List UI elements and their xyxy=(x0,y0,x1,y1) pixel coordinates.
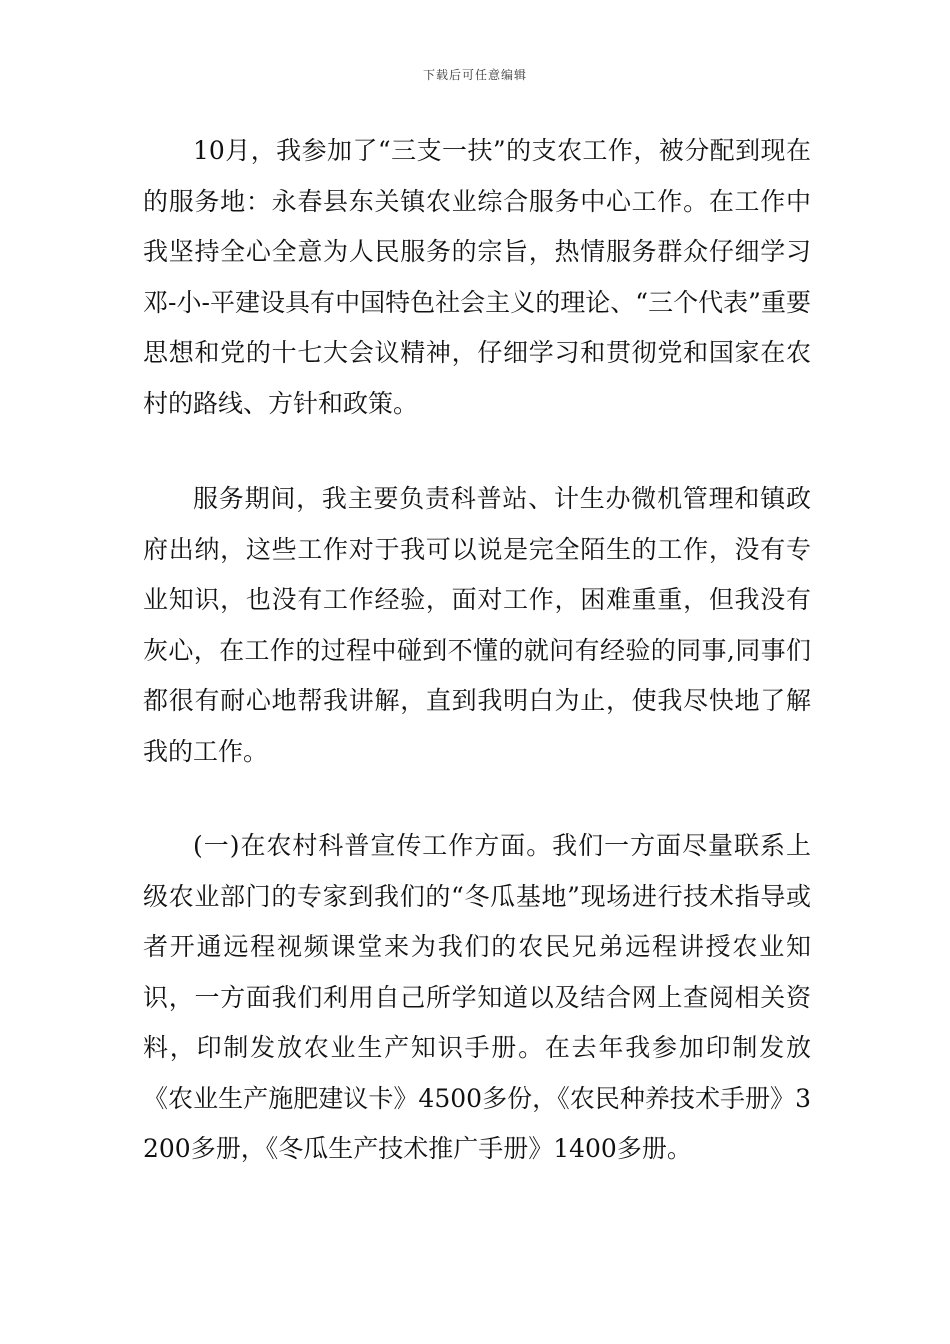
paragraph-service-duties: 服务期间，我主要负责科普站、计生办微机管理和镇政府出纳，这些工作对于我可以说是完全陌生的工作，没有专业知识，也没有工作经验，面对工作，困难重重，但我没有灰心，在工作的过程中碰到不懂的就问有经验的同事,同事们都很有耐心地帮我讲解，直到我明白为止，使我尽快地了解我的工作。 xyxy=(143,484,811,766)
paragraph-science-publicity: (一)在农村科普宣传工作方面。我们一方面尽量联系上级农业部门的专家到我们的“冬瓜基地”现场进行技术指导或者开通远程视频课堂来为我们的农民兄弟远程讲授农业知识，一方面我们利用自己所学知道以及结合网上查阅相关资料，印制发放农业生产知识手册。在去年我参加印制发放《农业生产施肥建议卡》4500多份，《农民种养技术手册》3200多册，《冬瓜生产技术推广手册》1400多册。 xyxy=(143,831,811,1163)
page-header-note: 下载后可任意编辑 xyxy=(422,68,527,82)
paragraph-service-assignment: 10月，我参加了“三支一扶”的支农工作，被分配到现在的服务地：永春县东关镇农业综合服务中心工作。在工作中我坚持全心全意为人民服务的宗旨，热情服务群众仔细学习邓-小-平建设具有中国特色社会主义的理论、“三个代表”重要思想和党的十七大会议精神，仔细学习和贯彻党和国家在农村的路线、方针和政策。 xyxy=(143,136,811,418)
